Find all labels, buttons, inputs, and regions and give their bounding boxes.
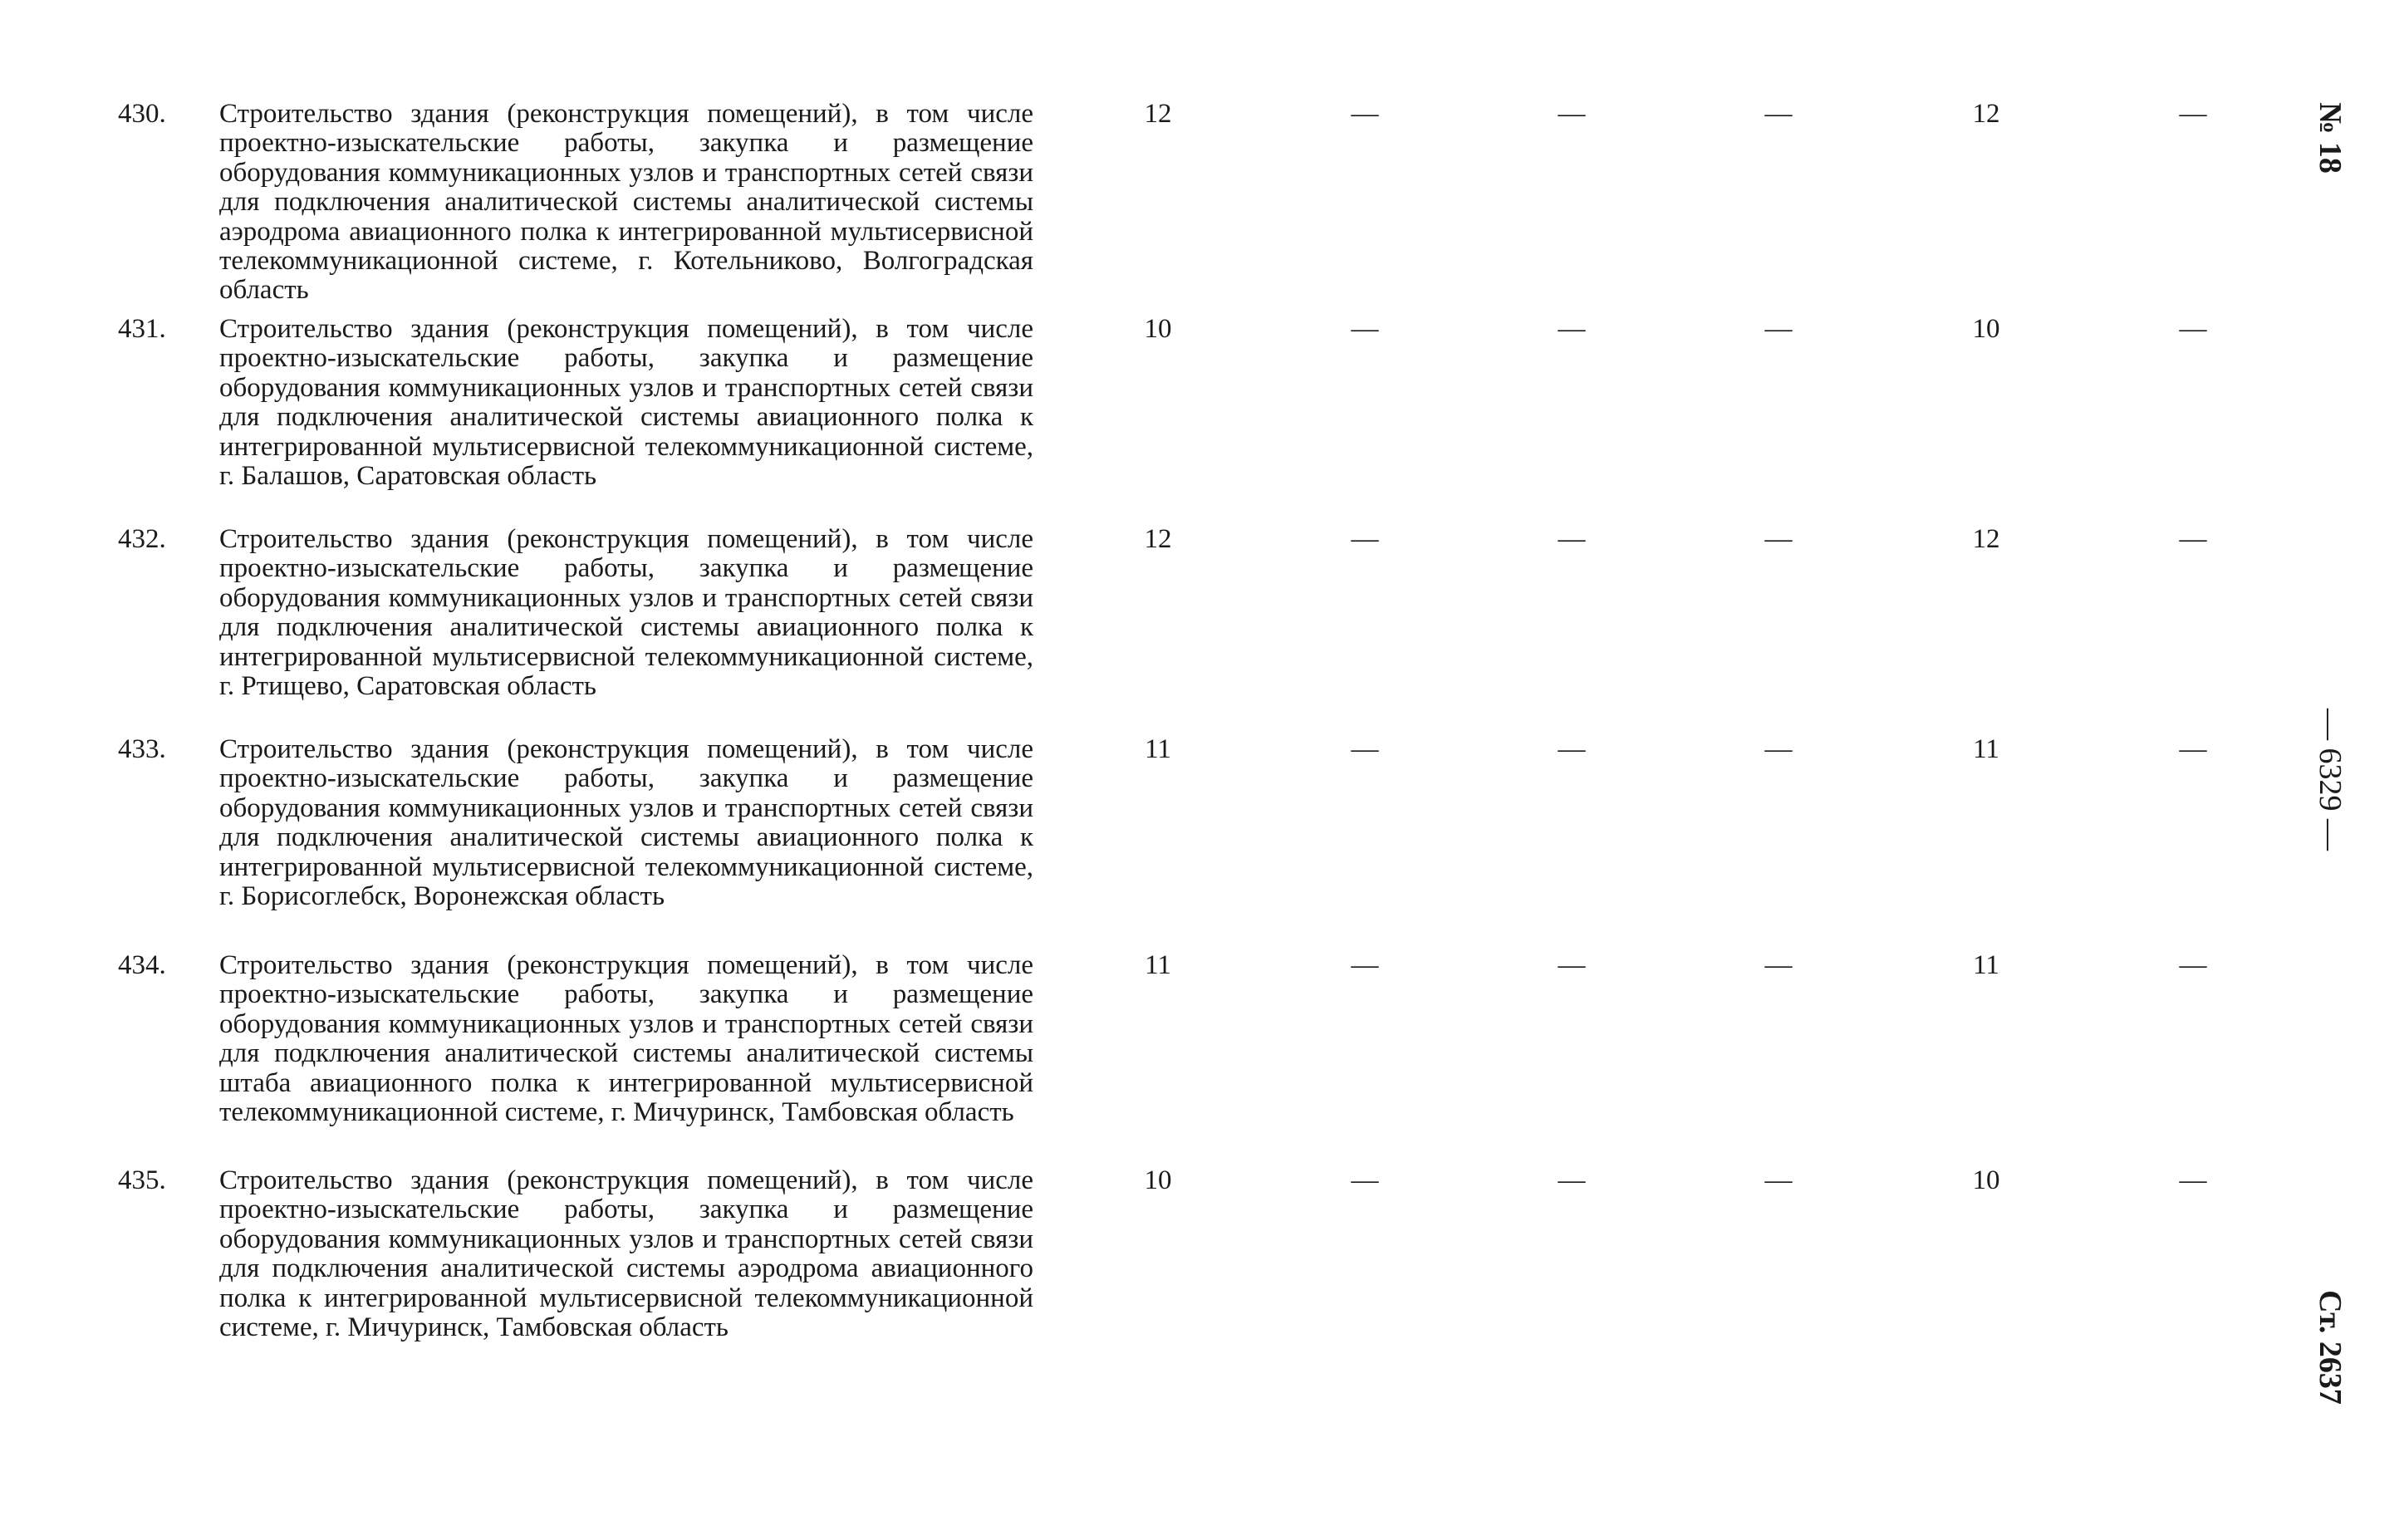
row-number: 433. — [118, 734, 166, 764]
issue-number: № 18 — [2313, 102, 2348, 174]
cell-col-2: — — [1351, 524, 1379, 554]
row-number: 435. — [118, 1165, 166, 1195]
cell-col-3: — — [1558, 1165, 1586, 1195]
cell-col-1: 10 — [1144, 314, 1172, 344]
cell-col-5: 12 — [1972, 99, 2000, 129]
cell-col-3: — — [1558, 314, 1586, 344]
cell-col-3: — — [1558, 734, 1586, 764]
cell-col-4: — — [1764, 950, 1793, 980]
cell-col-6: — — [2179, 950, 2207, 980]
article-number: Ст. 2637 — [2313, 1290, 2348, 1405]
page-number: — 6329 — — [2313, 709, 2348, 851]
cell-col-1: 12 — [1144, 524, 1172, 554]
row-description: Строительство здания (реконструкция помещений), в том числе проектно-изыскательские работы, закупка и размещение оборудования коммуникационных узлов и транспортных сетей связи для подключения аналитической системы аналитической системы штаба авиационного полка к интегрированной мультисервисной телекоммуникационной системе, г. Мичуринск, Тамбовская область — [219, 950, 1033, 1128]
row-description: Строительство здания (реконструкция помещений), в том числе проектно-изыскательские работы, закупка и размещение оборудования коммуникационных узлов и транспортных сетей связи для подключения аналитической системы авиационного полка к интегрированной мультисервисной телекоммуникационной системе, г. Борисоглебск, Воронежская область — [219, 734, 1033, 912]
cell-col-4: — — [1764, 314, 1793, 344]
cell-col-3: — — [1558, 950, 1586, 980]
cell-col-6: — — [2179, 734, 2207, 764]
cell-col-3: — — [1558, 524, 1586, 554]
row-description: Строительство здания (реконструкция помещений), в том числе проектно-изыскательские работы, закупка и размещение оборудования коммуникационных узлов и транспортных сетей связи для подключения аналитической системы аналитической системы аэродрома авиационного полка к интегрированной мультисервисной телекоммуникационной системе, г. Котельниково, Волгоградская область — [219, 99, 1033, 306]
cell-col-4: — — [1764, 734, 1793, 764]
cell-col-6: — — [2179, 524, 2207, 554]
row-number: 431. — [118, 314, 166, 344]
cell-col-5: 10 — [1972, 1165, 2000, 1195]
cell-col-2: — — [1351, 950, 1379, 980]
cell-col-1: 12 — [1144, 99, 1172, 129]
cell-col-5: 10 — [1972, 314, 2000, 344]
cell-col-5: 11 — [1973, 734, 1999, 764]
cell-col-2: — — [1351, 1165, 1379, 1195]
cell-col-2: — — [1351, 99, 1379, 129]
cell-col-1: 11 — [1145, 734, 1171, 764]
row-number: 432. — [118, 524, 166, 554]
cell-col-3: — — [1558, 99, 1586, 129]
row-description: Строительство здания (реконструкция помещений), в том числе проектно-изыскательские работы, закупка и размещение оборудования коммуникационных узлов и транспортных сетей связи для подключения аналитической системы аэродрома авиационного полка к интегрированной мультисервисной телекоммуникационной системе, г. Мичуринск, Тамбовская область — [219, 1165, 1033, 1343]
cell-col-2: — — [1351, 314, 1379, 344]
row-number: 430. — [118, 99, 166, 129]
cell-col-4: — — [1764, 1165, 1793, 1195]
cell-col-1: 10 — [1144, 1165, 1172, 1195]
cell-col-5: 12 — [1972, 524, 2000, 554]
cell-col-1: 11 — [1145, 950, 1171, 980]
row-number: 434. — [118, 950, 166, 980]
cell-col-2: — — [1351, 734, 1379, 764]
cell-col-5: 11 — [1973, 950, 1999, 980]
cell-col-4: — — [1764, 99, 1793, 129]
row-description: Строительство здания (реконструкция помещений), в том числе проектно-изыскательские работы, закупка и размещение оборудования коммуникационных узлов и транспортных сетей связи для подключения аналитической системы авиационного полка к интегрированной мультисервисной телекоммуникационной системе, г. Балашов, Саратовская область — [219, 314, 1033, 492]
row-description: Строительство здания (реконструкция помещений), в том числе проектно-изыскательские работы, закупка и размещение оборудования коммуникационных узлов и транспортных сетей связи для подключения аналитической системы авиационного полка к интегрированной мультисервисной телекоммуникационной системе, г. Ртищево, Саратовская область — [219, 524, 1033, 702]
cell-col-4: — — [1764, 524, 1793, 554]
cell-col-6: — — [2179, 1165, 2207, 1195]
cell-col-6: — — [2179, 99, 2207, 129]
cell-col-6: — — [2179, 314, 2207, 344]
